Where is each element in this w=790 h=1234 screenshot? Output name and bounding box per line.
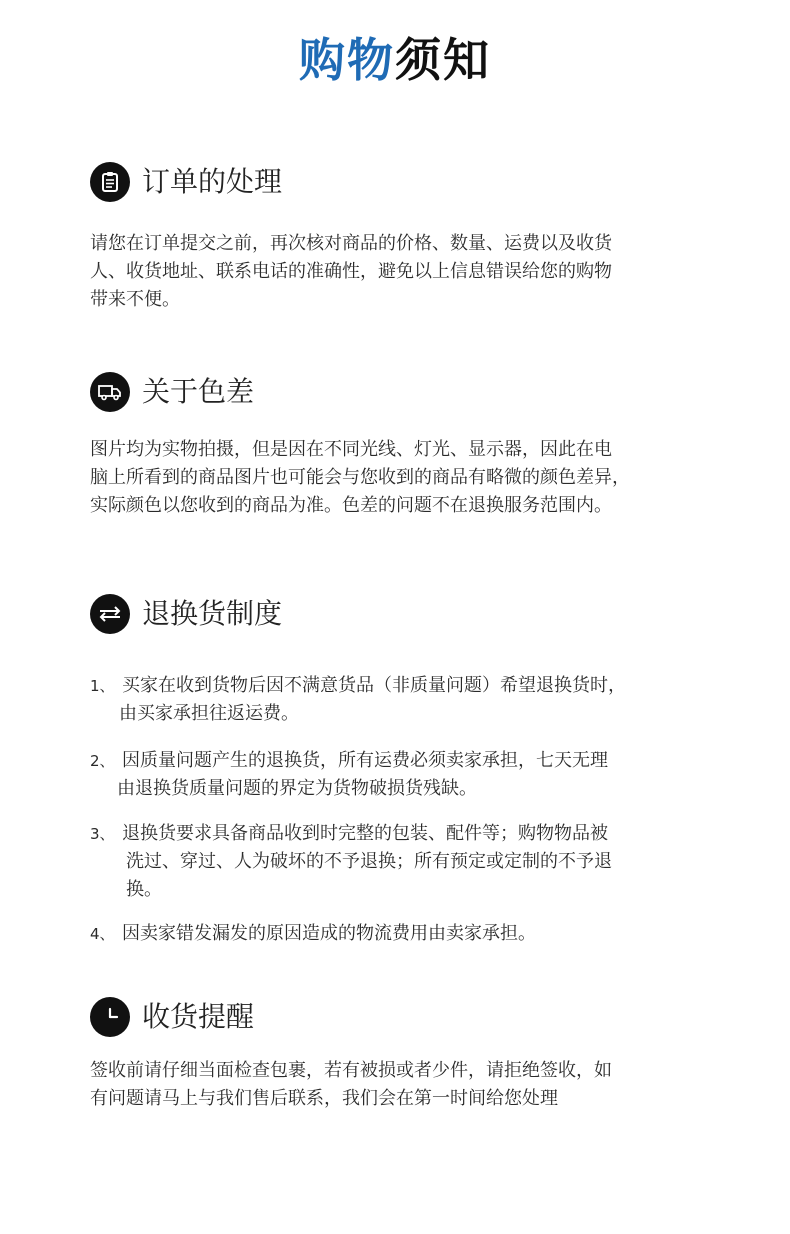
list-line: 换。 (126, 879, 162, 900)
body-line: 脑上所看到的商品图片也可能会与您收到的商品有略微的颜色差异， (90, 467, 630, 488)
body-line: 有问题请马上与我们售后联系，我们会在第一时间给您处理 (90, 1088, 558, 1109)
body-line: 图片均为实物拍摄，但是因在不同光线、灯光、显示器，因此在电 (90, 439, 612, 460)
list-number: 1、 (90, 677, 115, 695)
truck-icon (90, 372, 130, 412)
section-body (90, 230, 730, 314)
list-line: 买家在收到货物后因不满意货品（非质量问题）希望退换货时， (122, 675, 626, 696)
section-title: 退换货制度 (142, 597, 283, 630)
list-line: 由退换货质量问题的界定为货物破损货残缺。 (117, 778, 477, 799)
list-line: 由买家承担往返运费。 (119, 703, 299, 724)
list-number: 4、 (90, 925, 115, 943)
list-number: 3、 (90, 825, 115, 843)
exchange-arrows-icon (90, 594, 130, 634)
clipboard-icon (90, 162, 130, 202)
section-title: 关于色差 (142, 375, 255, 408)
body-line: 带来不便。 (90, 289, 180, 310)
section-body (90, 436, 730, 520)
list-line: 因卖家错发漏发的原因造成的物流费用由卖家承担。 (122, 923, 536, 944)
body-line: 请您在订单提交之前，再次核对商品的价格、数量、运费以及收货 (90, 233, 612, 254)
list-item (90, 920, 730, 948)
section-header (90, 370, 254, 414)
list-item (90, 747, 730, 803)
list-line: 因质量问题产生的退换货，所有运费必须卖家承担，七天无理 (122, 750, 608, 771)
list-item (90, 672, 730, 728)
section-title: 收货提醒 (142, 1000, 255, 1033)
page-title (0, 32, 790, 88)
list-item (90, 820, 730, 904)
list-line: 洗过、穿过、人为破坏的不予退换；所有预定或定制的不予退 (126, 851, 612, 872)
section-header (90, 160, 282, 204)
list-line: 退换货要求具备商品收到时完整的包装、配件等；购物物品被 (122, 823, 608, 844)
body-line: 签收前请仔细当面检查包裹，若有被损或者少件，请拒绝签收，如 (90, 1060, 612, 1081)
body-line: 人、收货地址、联系电话的准确性，避免以上信息错误给您的购物 (90, 261, 612, 282)
section-header (90, 995, 254, 1039)
list-number: 2、 (90, 752, 115, 770)
page-title-part1: 购物 (299, 33, 395, 87)
section-header (90, 592, 282, 636)
page-title-part2: 须知 (395, 33, 491, 87)
section-title: 订单的处理 (142, 165, 283, 198)
section-body (90, 1057, 730, 1113)
body-line: 实际颜色以您收到的商品为准。色差的问题不在退换服务范围内。 (90, 495, 612, 516)
clock-icon (90, 997, 130, 1037)
